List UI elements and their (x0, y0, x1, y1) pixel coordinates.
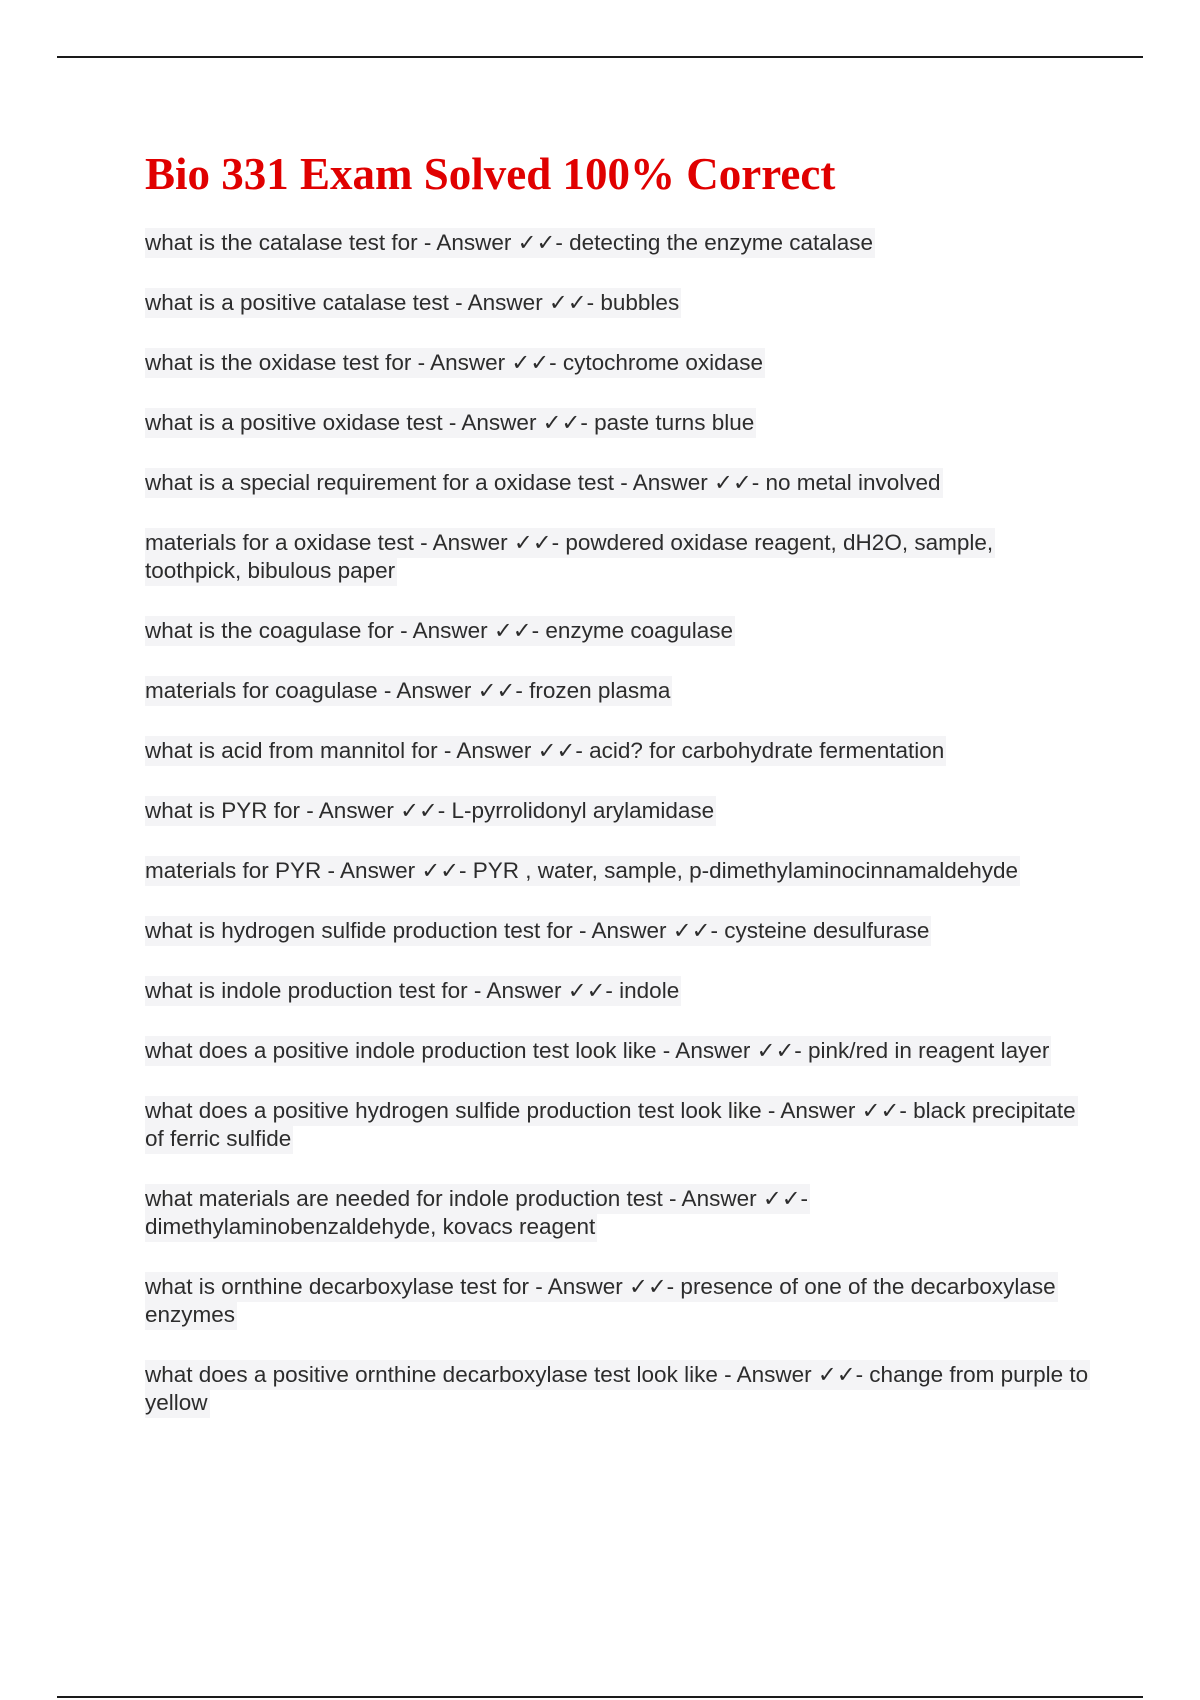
qa-item (145, 1361, 1095, 1417)
qa-list (145, 229, 1095, 1449)
qa-item (145, 229, 1095, 257)
qa-text: what is acid from mannitol for - Answer ✓✓- acid? for carbohydrate fermentation (145, 736, 946, 766)
page-title: Bio 331 Exam Solved 100% Correct (145, 149, 836, 199)
qa-item (145, 977, 1095, 1005)
qa-text: materials for coagulase - Answer ✓✓- frozen plasma (145, 676, 672, 706)
qa-text: what is the oxidase test for - Answer ✓✓- cytochrome oxidase (145, 348, 765, 378)
qa-item (145, 349, 1095, 377)
qa-item (145, 289, 1095, 317)
qa-text: what does a positive hydrogen sulfide production test look like - Answer ✓✓- black precipitate of ferric sulfide (145, 1096, 1078, 1154)
qa-text: what is indole production test for - Answer ✓✓- indole (145, 976, 681, 1006)
qa-item (145, 737, 1095, 765)
qa-item (145, 469, 1095, 497)
qa-item (145, 1185, 1095, 1241)
qa-item (145, 677, 1095, 705)
qa-text: what is hydrogen sulfide production test for - Answer ✓✓- cysteine desulfurase (145, 916, 931, 946)
qa-text: what does a positive indole production test look like - Answer ✓✓- pink/red in reagent layer (145, 1036, 1051, 1066)
qa-item (145, 857, 1095, 885)
qa-item (145, 409, 1095, 437)
qa-item (145, 1273, 1095, 1329)
qa-item (145, 617, 1095, 645)
qa-item (145, 797, 1095, 825)
qa-text: materials for PYR - Answer ✓✓- PYR , water, sample, p-dimethylaminocinnamaldehyde (145, 856, 1020, 886)
qa-text: what is the catalase test for - Answer ✓✓- detecting the enzyme catalase (145, 228, 875, 258)
qa-text: what does a positive ornthine decarboxylase test look like - Answer ✓✓- change from purple to yellow (145, 1360, 1090, 1418)
qa-item (145, 917, 1095, 945)
qa-text: what is a special requirement for a oxidase test - Answer ✓✓- no metal involved (145, 468, 943, 498)
qa-text: what is PYR for - Answer ✓✓- L-pyrrolidonyl arylamidase (145, 796, 716, 826)
qa-text: what is the coagulase for - Answer ✓✓- enzyme coagulase (145, 616, 735, 646)
qa-text: what is a positive catalase test - Answer ✓✓- bubbles (145, 288, 681, 318)
qa-text: what materials are needed for indole production test - Answer ✓✓- dimethylaminobenzaldehyde, kovacs reagent (145, 1184, 810, 1242)
qa-item (145, 1037, 1095, 1065)
qa-item (145, 1097, 1095, 1153)
qa-text: what is ornthine decarboxylase test for - Answer ✓✓- presence of one of the decarboxylase enzymes (145, 1272, 1058, 1330)
footer-rule (57, 1696, 1143, 1698)
qa-text: materials for a oxidase test - Answer ✓✓- powdered oxidase reagent, dH2O, sample, toothpick, bibulous paper (145, 528, 995, 586)
qa-text: what is a positive oxidase test - Answer ✓✓- paste turns blue (145, 408, 756, 438)
qa-item (145, 529, 1095, 585)
header-rule (57, 56, 1143, 58)
